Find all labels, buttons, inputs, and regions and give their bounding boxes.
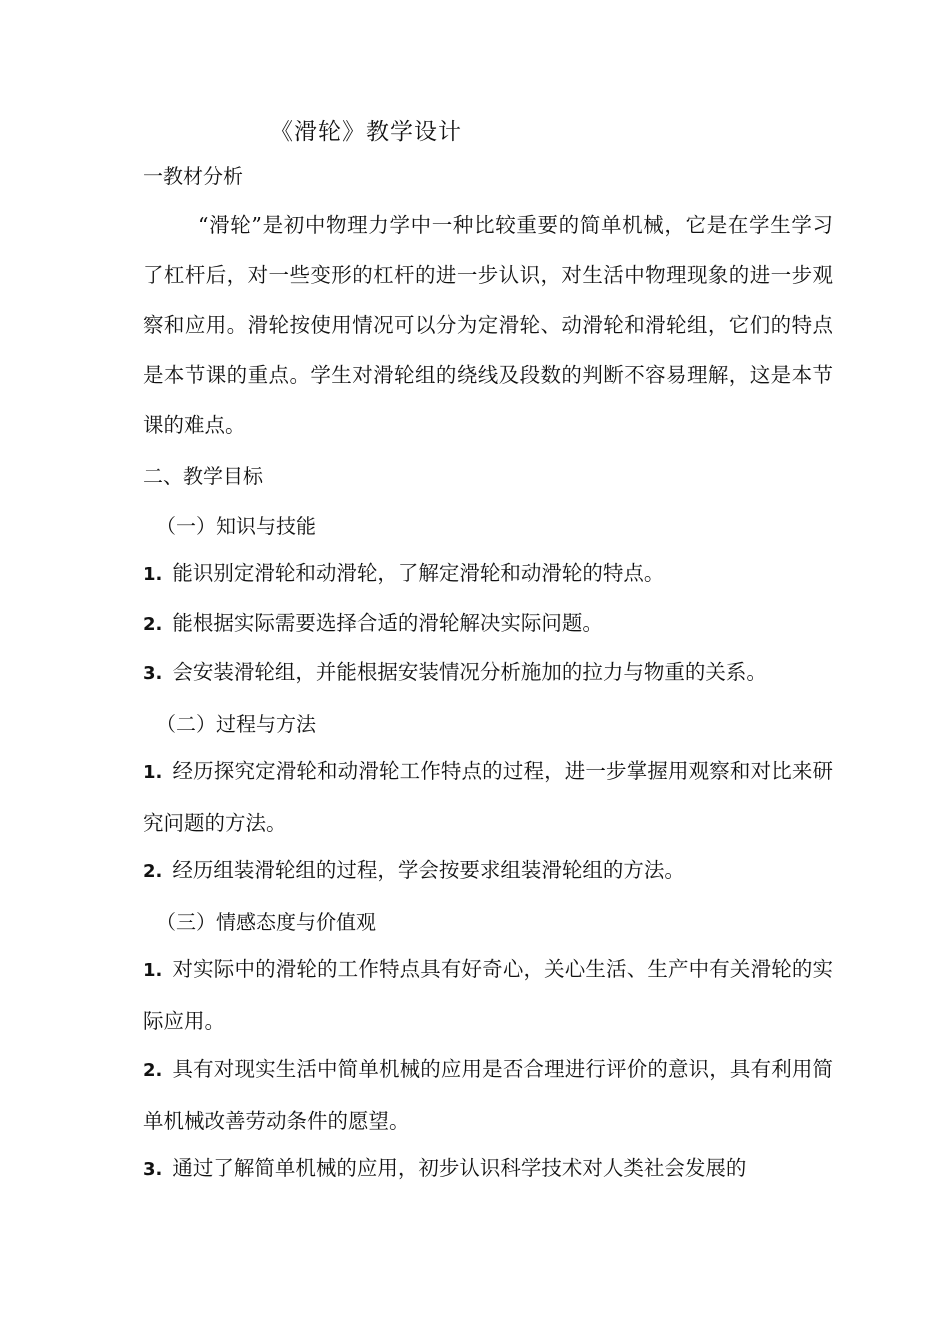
list-item-number: 2. [143,861,163,882]
list-item-number: 2. [143,614,163,635]
list-item-number: 1. [143,762,163,783]
list-item-number: 3. [143,1159,163,1180]
list-item-number: 3. [143,663,163,684]
list-item [143,944,833,1046]
list-item [143,845,833,897]
list-item-number: 1. [143,564,163,585]
list-item-text: 能根据实际需要选择合适的滑轮解决实际问题。 [172,611,603,635]
list-item-text: 会安装滑轮组，并能根据安装情况分析施加的拉力与物重的关系。 [172,660,767,684]
subheading-emotion: （三）情感态度与价值观 [156,910,376,934]
section-heading-goals: 二、教学目标 [143,464,263,488]
list-item-text: 对实际中的滑轮的工作特点具有好奇心，关心生活、生产中有关滑轮的实际应用。 [143,957,833,1033]
list-item-text: 通过了解简单机械的应用，初步认识科学技术对人类社会发展的 [172,1156,747,1180]
subheading-process: （二）过程与方法 [156,712,316,736]
list-item [143,1044,833,1146]
list-item-text: 经历探究定滑轮和动滑轮工作特点的过程，进一步掌握用观察和对比来研究问题的方法。 [143,759,833,835]
subheading-knowledge: （一）知识与技能 [156,514,316,538]
list-item-text: 能识别定滑轮和动滑轮，了解定滑轮和动滑轮的特点。 [172,561,665,585]
section-heading-analysis: 一教材分析 [143,164,243,188]
list-item [143,746,833,848]
list-item [143,647,833,699]
analysis-paragraph: “滑轮”是初中物理力学中一种比较重要的简单机械，它是在学生学习了杠杆后，对一些变形的杠杆的进一步认识，对生活中物理现象的进一步观察和应用。滑轮按使用情况可以分为定滑轮、动滑轮和滑轮组，它们的特点是本节课的重点。学生对滑轮组的绕线及段数的判断不容易理解，这是本节课的难点。 [143,213,833,437]
list-item-text: 经历组装滑轮组的过程，学会按要求组装滑轮组的方法。 [172,858,685,882]
list-item [143,548,833,600]
list-item-text: 具有对现实生活中简单机械的应用是否合理进行评价的意识，具有利用简单机械改善劳动条件的愿望。 [143,1057,833,1133]
document-title: 《滑轮》教学设计 [270,119,462,145]
list-item-number: 2. [143,1060,163,1081]
list-item-number: 1. [143,960,163,981]
list-item [143,598,833,650]
list-item [143,1143,833,1195]
